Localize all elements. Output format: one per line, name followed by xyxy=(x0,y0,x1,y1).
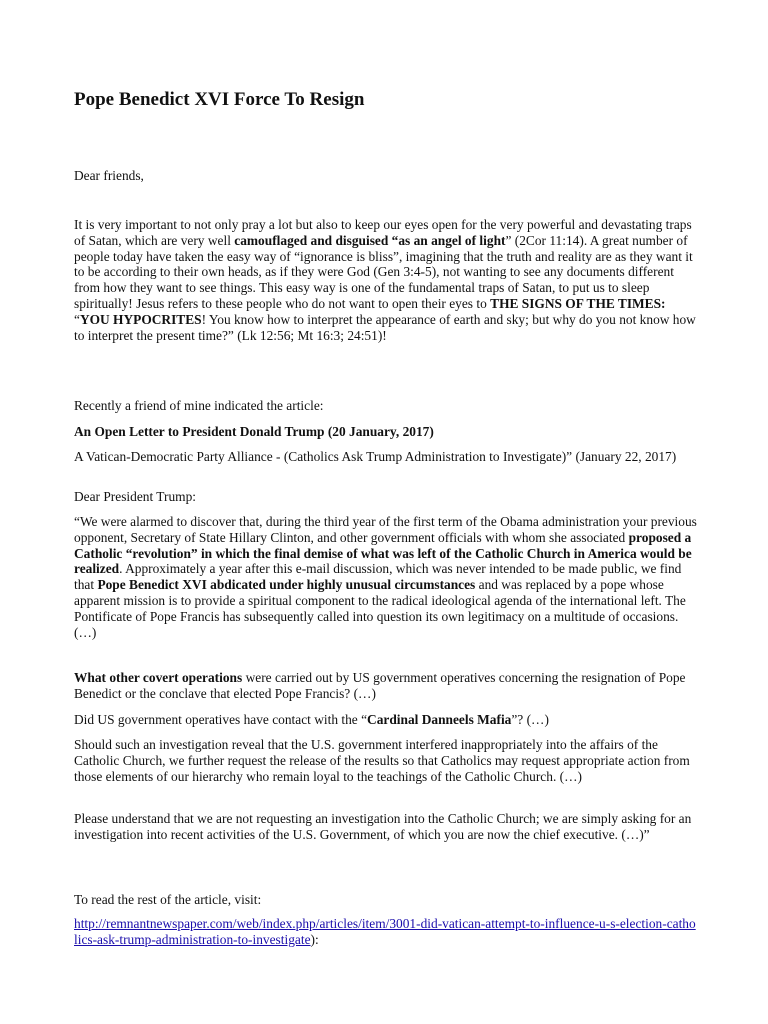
quote-paragraph-3 xyxy=(74,712,698,728)
intro-text-2: ” (2Cor 11:14). A great number of people today have taken the easy way of “ignorance is bliss”, imagining that the truth and reality are as they want it to be according to their own heads, as if they were God (Gen 3:4-5), not wanting to see any documents different from how they want to see things. This easy way is one of the fundamental traps of Satan, to put us to sleep spiritually! Jesus refers to these people who do not want to open their eyes to xyxy=(74,232,693,311)
quote-paragraph-4: Should such an investigation reveal that the U.S. government interfered inappropriately into the affairs of the Catholic Church, we further request the release of the results so that Catholics may request appropriate action from those elements of our hierarchy who remain loyal to the teachings of the Catholic Church. (…) xyxy=(74,737,690,784)
article-link[interactable]: http://remnantnewspaper.com/web/index.php/articles/item/3001-did-vatican-attempt-to-influence-u-s-election-catholics-ask-trump-administration-to-investigate xyxy=(74,916,696,947)
quote-bold-1: proposed a Catholic “revolution” in which the final demise of what was left of the Catholic Church in America would be realized xyxy=(74,529,692,577)
alliance-subtitle: A Vatican-Democratic Party Alliance - (Catholics Ask Trump Administration to Investigate)” (January 22, 2017) xyxy=(74,449,677,464)
quote-bold-2: Pope Benedict XVI abdicated under highly unusual circumstances xyxy=(97,577,476,593)
intro-text-1: It is very important to not only pray a lot but also to keep our eyes open for the very powerful and devastating traps of Satan, which are very well xyxy=(74,217,692,248)
intro-text-3: “ xyxy=(74,311,80,327)
article-link-paragraph xyxy=(74,916,698,948)
read-more-text: To read the rest of the article, visit: xyxy=(74,892,262,907)
quote-paragraph-5: Please understand that we are not requesting an investigation into the Catholic Church; we are simply asking for an investigation into recent activities of the U.S. Government, of which you are now the chief executive. (…)” xyxy=(74,811,692,842)
quote-paragraph-2 xyxy=(74,670,698,702)
intro-text-4: ! You know how to interpret the appearance of earth and sky; but why do you not know how to interpret the present time?” (Lk 12:56; Mt 16:3; 24:51)! xyxy=(74,311,696,343)
quote3-text-2: ”? (…) xyxy=(511,712,549,727)
recent-paragraph: Recently a friend of mine indicated the article: xyxy=(74,398,324,413)
quote-paragraph-1 xyxy=(74,514,698,640)
intro-paragraph xyxy=(74,217,698,343)
quote3-text-1: Did US government operatives have contact with the “ xyxy=(74,712,368,727)
intro-bold-2: THE SIGNS OF THE TIMES: xyxy=(490,295,666,311)
open-letter-heading: An Open Letter to President Donald Trump (20 January, 2017) xyxy=(74,424,434,439)
intro-bold-1: camouflaged and disguised “as an angel of light xyxy=(234,232,506,248)
intro-bold-3: YOU HYPOCRITES xyxy=(79,311,202,327)
quote2-text: were carried out by US government operatives concerning the resignation of Pope Benedict or the conclave that elected Pope Francis? (…) xyxy=(74,670,686,701)
quote-text-1: “We were alarmed to discover that, during the third year of the first term of the Obama administration your previous opponent, Secretary of State Hillary Clinton, and other government officials with whom she associated xyxy=(74,514,697,545)
link-suffix: ): xyxy=(310,931,319,947)
quote3-bold: Cardinal Danneels Mafia xyxy=(367,712,512,727)
greeting: Dear friends, xyxy=(74,168,144,183)
page-title: Pope Benedict XVI Force To Resign xyxy=(74,89,365,110)
quote2-bold: What other covert operations xyxy=(74,670,243,685)
quote-text-3: and was replaced by a pope whose apparent mission is to provide a spiritual component to the radical ideological agenda of the international left. The Pontificate of Pope Francis has subsequently called into question its own legitimacy on a multitude of occasions. (…) xyxy=(74,577,686,640)
dear-president: Dear President Trump: xyxy=(74,489,196,504)
quote-text-2: . Approximately a year after this e-mail discussion, which was never intended to be made public, we find that xyxy=(74,561,682,593)
